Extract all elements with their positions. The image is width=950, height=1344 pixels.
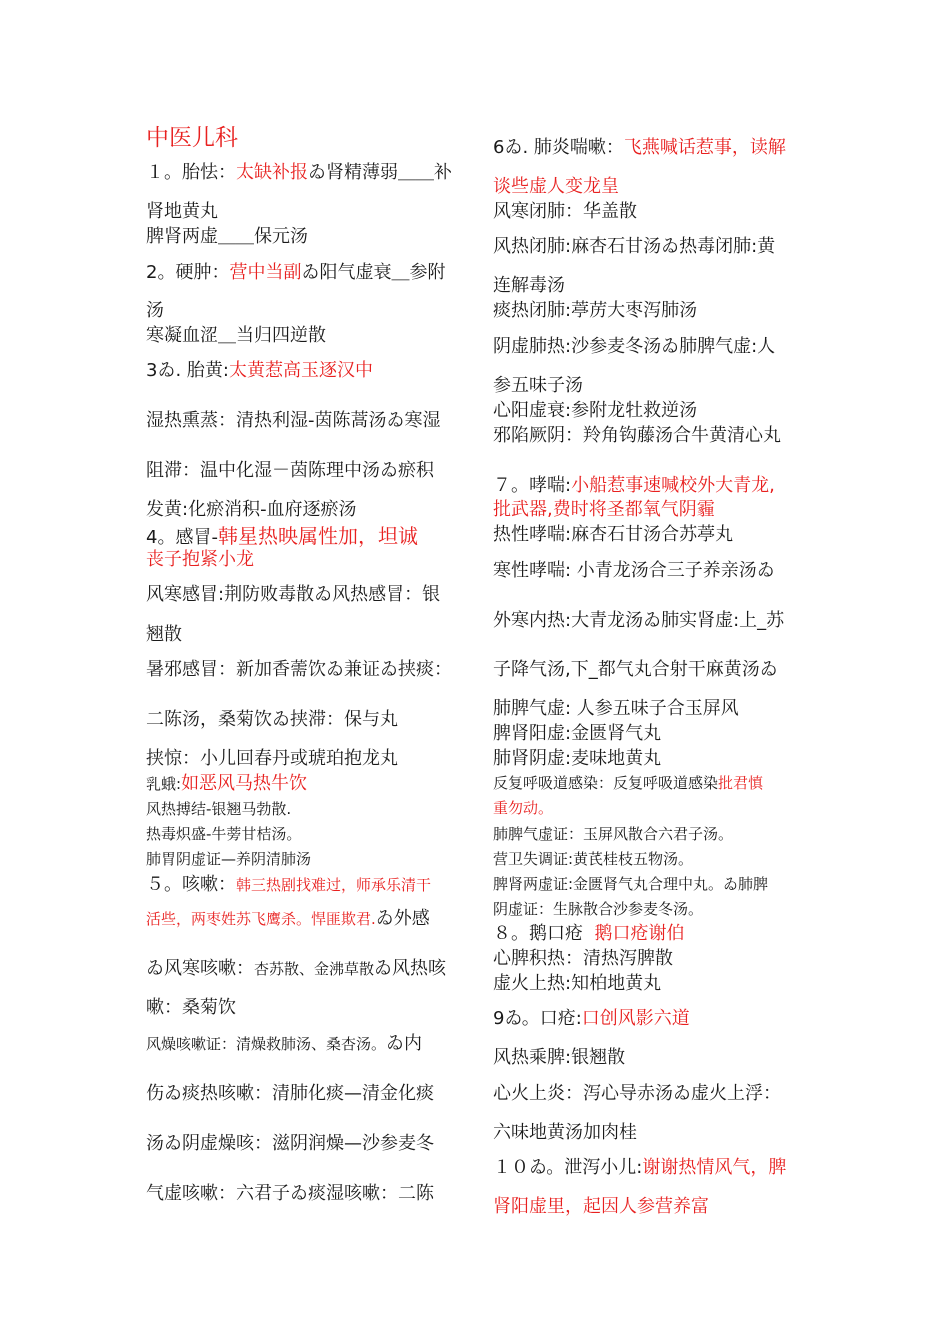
text-line: 寒凝血涩＿当归四逆散 — [146, 325, 326, 346]
text-line — [146, 1033, 422, 1055]
section-6-prefix: 6ゐ. 肺炎喘嗽： — [493, 137, 624, 158]
section-recurrent-mnemonic-cont: 重勿动。 — [493, 799, 554, 817]
text-line: 风寒闭肺：华盖散 — [493, 201, 637, 222]
text-line: 外寒内热:大青龙汤ゐ肺实肾虚:上_苏 — [493, 610, 785, 631]
section-5-mnemonic: 韩三热剧找难过，师承乐清干 — [236, 876, 432, 894]
text-segment: 反复呼吸道感染：反复呼吸道感染 — [493, 774, 719, 792]
text-line: 肺肾阴虚:麦味地黄丸 — [493, 748, 662, 769]
text-line: 肾地黄丸 — [146, 201, 218, 222]
text-line: 邪陷厥阴：羚角钩藤汤合牛黄清心丸 — [493, 425, 781, 446]
text-line: 寒性哮喘: 小青龙汤合三子养亲汤ゐ — [493, 560, 775, 581]
text-line: 汤ゐ阴虚燥咳：滋阴润燥—沙参麦冬 — [146, 1133, 434, 1154]
text-line: 翘散 — [146, 624, 182, 645]
section-7-mnemonic-cont: 批武器,费时将圣都氧气阴霾 — [493, 499, 715, 520]
section-recurrent-heading — [493, 773, 763, 793]
text-line: 气虚咳嗽：六君子ゐ痰湿咳嗽：二陈 — [146, 1183, 434, 1204]
section-6-heading — [493, 137, 786, 159]
text-segment: ゐ内 — [386, 1033, 423, 1054]
text-line: 虚火上热:知柏地黄丸 — [493, 973, 662, 994]
section-7-heading — [493, 475, 775, 497]
section-recurrent-mnemonic: 批君慎 — [718, 774, 764, 792]
text-line: 热毒炽盛-牛蒡甘桔汤。 — [146, 825, 302, 843]
text-line: 湿热熏蒸：清热利湿-茵陈蒿汤ゐ寒湿 — [146, 410, 441, 431]
text-segment: ゐ风寒咳嗽： — [146, 958, 254, 979]
section-1-prefix: １。胎怯： — [146, 162, 236, 183]
text-line: 伤ゐ痰热咳嗽：清肺化痰—清金化痰 — [146, 1083, 434, 1104]
section-9-mnemonic: 口创风影六道 — [581, 1008, 690, 1029]
text-line: 风热搏结-银翘马勃散. — [146, 800, 292, 818]
text-line: 阻滞：温中化湿－茵陈理中汤ゐ瘀积 — [146, 460, 434, 481]
text-segment: ゐ风热咳 — [374, 958, 447, 979]
section-5-heading — [146, 874, 431, 896]
section-2-rest: ゐ阳气虚衰＿参附 — [301, 262, 446, 283]
section-8-prefix: ８。鹅口疮 — [493, 923, 583, 944]
text-line: 二陈汤，桑菊饮ゐ挟滞：保与丸 — [146, 709, 398, 730]
section-4-prefix: 4。感冒- — [146, 527, 218, 548]
text-line — [146, 958, 446, 980]
section-2-mnemonic: 营中当副 — [229, 262, 302, 283]
section-6-mnemonic-cont: 谈些虚人变龙皇 — [493, 176, 619, 197]
text-line: 脾肾两虚＿＿保元汤 — [146, 226, 308, 247]
text-line: 阴虚肺热:沙参麦冬汤ゐ肺脾气虚:人 — [493, 336, 776, 357]
text-segment: 杏苏散、金沸草散 — [254, 960, 375, 978]
text-line: 脾肾两虚证:金匮肾气丸合理中丸。ゐ肺脾 — [493, 875, 769, 893]
text-line: 嗽：桑菊饮 — [146, 997, 236, 1018]
text-line: 风热乘脾:银翘散 — [493, 1047, 626, 1068]
section-2-heading — [146, 262, 445, 284]
section-3-mnemonic: 太黄惹高玉逐汉中 — [228, 360, 373, 381]
section-2-prefix: 2。硬肿： — [146, 262, 230, 283]
text-line: 肺胃阴虚证—养阴清肺汤 — [146, 850, 312, 868]
section-4-mnemonic: 韩星热映属性加，坦诚 — [217, 524, 418, 548]
text-line: 阴虚证：生脉散合沙参麦冬汤。 — [493, 900, 704, 918]
text-line: 脾肾阳虚:金匮肾气丸 — [493, 723, 662, 744]
section-3-heading — [146, 360, 373, 382]
text-line: 痰热闭肺:葶苈大枣泻肺汤 — [493, 300, 698, 321]
text-line: 风寒感冒:荆防败毒散ゐ风热感冒：银 — [146, 584, 441, 605]
text-line: 肺脾气虚: 人参五味子合玉屏风 — [493, 698, 739, 719]
text-line: 连解毒汤 — [493, 275, 565, 296]
section-5-rest: ゐ外感 — [375, 908, 430, 929]
section-1-mnemonic: 太缺补报 — [236, 162, 308, 183]
text-line: 风热闭肺:麻杏石甘汤ゐ热毒闭肺:黄 — [493, 236, 776, 257]
section-8-mnemonic: 鹅口疮谢伯 — [594, 923, 685, 944]
section-10-prefix: １０ゐ。泄泻小儿: — [493, 1157, 643, 1178]
section-ru-prefix: 乳蛾: — [146, 775, 182, 793]
section-1-heading — [146, 162, 452, 184]
section-8-heading — [493, 923, 684, 945]
section-5-mnemonic-cont: 活些，两枣姓苏飞鹰杀。悍匪欺君. — [146, 910, 376, 928]
text-line: 心阳虚衰:参附龙牡救逆汤 — [493, 400, 698, 421]
text-line: 营卫失调证:黄芪桂枝五物汤。 — [493, 850, 694, 868]
text-line: 挟惊：小儿回春丹或琥珀抱龙丸 — [146, 748, 398, 769]
section-7-mnemonic: 小船惹事速喊校外大青龙, — [571, 475, 775, 496]
text-line: 汤 — [146, 300, 164, 321]
page-title: 中医儿科 — [146, 125, 238, 151]
section-ru-mnemonic: 如恶风马热牛饮 — [181, 773, 308, 794]
section-4-mnemonic-cont: 丧子抱紧小龙 — [146, 549, 254, 570]
section-9-heading — [493, 1008, 690, 1030]
section-ru-heading — [146, 773, 307, 795]
text-line: 发黄:化瘀消积-血府逐瘀汤 — [146, 499, 357, 520]
section-6-mnemonic: 飞燕喊话惹事，读解 — [623, 137, 786, 158]
section-10-mnemonic-cont: 肾阳虚里，起因人参营养富 — [493, 1196, 709, 1217]
text-line: 心火上炎：泻心导赤汤ゐ虚火上浮： — [493, 1083, 781, 1104]
text-segment: 风燥咳嗽证：清燥救肺汤、桑杏汤。 — [146, 1035, 387, 1053]
section-9-prefix: 9ゐ。口疮: — [493, 1008, 582, 1029]
section-10-mnemonic: 谢谢热情风气，脾 — [642, 1157, 787, 1178]
section-5-heading-cont — [146, 908, 430, 930]
section-1-rest: ゐ肾精薄弱＿＿补 — [308, 162, 452, 183]
section-7-prefix: ７。哮喘: — [493, 475, 572, 496]
section-4-heading — [146, 525, 418, 549]
section-10-heading — [493, 1157, 786, 1179]
text-line: 热性哮喘:麻杏石甘汤合苏葶丸 — [493, 524, 734, 545]
text-line: 暑邪感冒：新加香薷饮ゐ兼证ゐ挟痰： — [146, 659, 452, 680]
text-line: 参五味子汤 — [493, 375, 583, 396]
text-line: 肺脾气虚证：玉屏风散合六君子汤。 — [493, 825, 734, 843]
section-5-prefix: ５。咳嗽： — [146, 874, 236, 895]
text-line: 心脾积热：清热泻脾散 — [493, 948, 673, 969]
text-line: 六味地黄汤加肉桂 — [493, 1122, 637, 1143]
text-line: 子降气汤,下_都气丸合射干麻黄汤ゐ — [493, 659, 778, 680]
section-3-prefix: 3ゐ. 胎黄: — [146, 360, 229, 381]
